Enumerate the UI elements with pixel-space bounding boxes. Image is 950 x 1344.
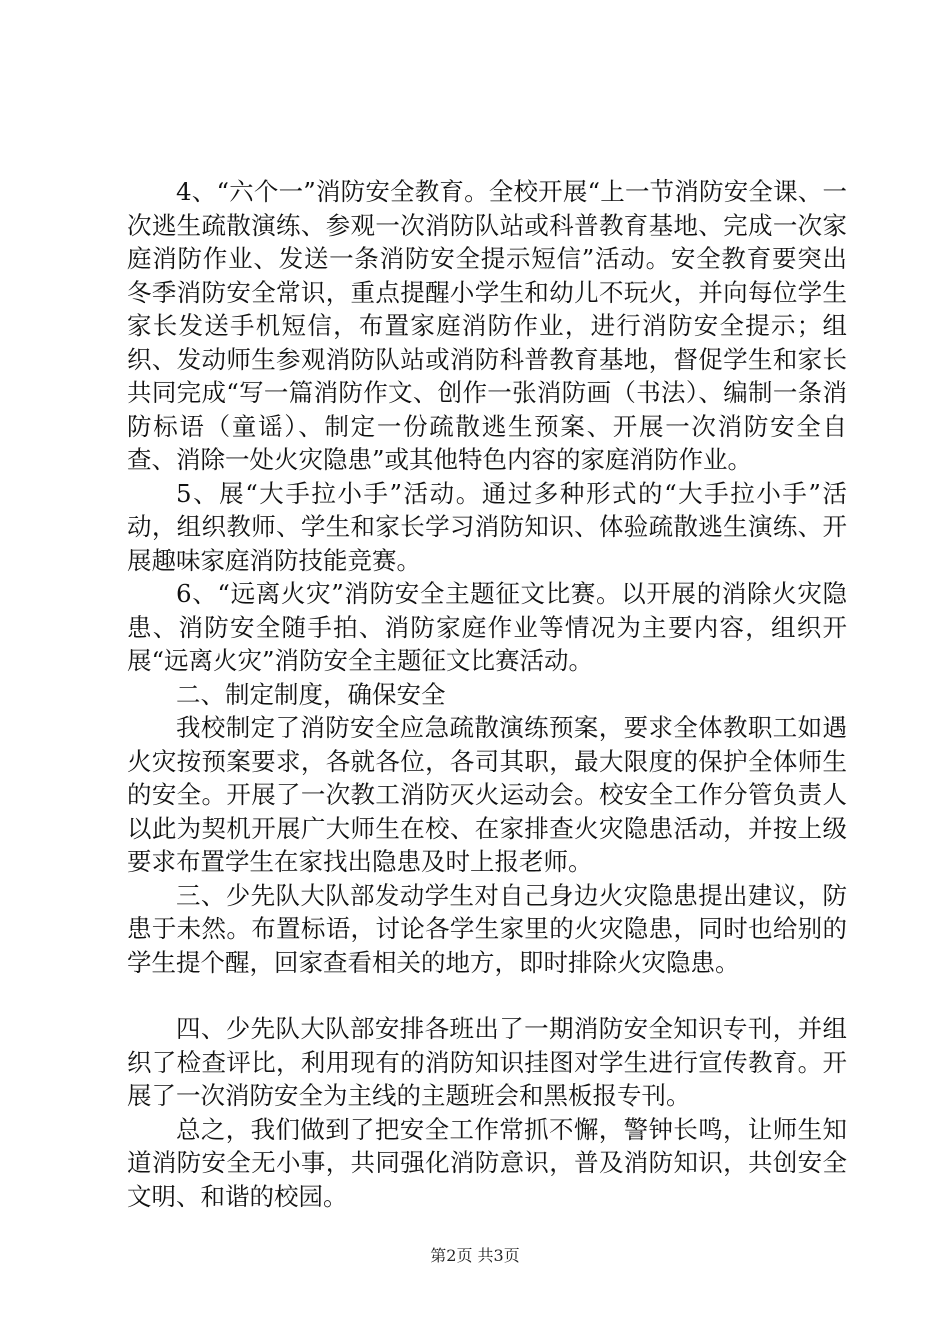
paragraph-section-4: 四、少先队大队部安排各班出了一期消防安全知识专刊，并组织了检查评比，利用现有的消防知识挂图对学生进行宣传教育。开展了一次消防安全为主线的主题班会和黑板报专刊。 bbox=[127, 1014, 847, 1110]
paragraph-item-5: 5、展“大手拉小手”活动。通过多种形式的“大手拉小手”活动，组织教师、学生和家长学习消防知识、体验疏散逃生演练、开展趣味家庭消防技能竞赛。 bbox=[127, 478, 847, 575]
paragraph-item-4: 4、“六个一”消防安全教育。全校开展“上一节消防安全课、一次逃生疏散演练、参观一次消防队站或科普教育基地、完成一次家庭消防作业、发送一条消防安全提示短信”活动。安全教育要突出冬季消防安全常识，重点提醒小学生和幼儿不玩火，并向每位学生家长发送手机短信，布置家庭消防作业，进行消防安全提示；组织、发动师生参观消防队站或消防科普教育基地，督促学生和家长共同完成“写一篇消防作文、创作一张消防画（书法）、编制一条消防标语（童谣）、制定一份疏散逃生预案、开展一次消防安全自查、消除一处火灾隐患”或其他特色内容的家庭消防作业。 bbox=[127, 177, 847, 474]
page-footer: 第2页 共3页 bbox=[430, 1246, 520, 1265]
section-heading-2: 二、制定制度，确保安全 bbox=[176, 679, 446, 709]
paragraph-section-2: 我校制定了消防安全应急疏散演练预案，要求全体教职工如遇火灾按预案要求，各就各位，各司其职，最大限度的保护全体师生的安全。开展了一次教工消防灭火运动会。校安全工作分管负责人以此为契机开展广大师生在校、在家排查火灾隐患活动，并按上级要求布置学生在家找出隐患及时上报老师。 bbox=[127, 713, 847, 876]
document-body bbox=[127, 175, 847, 1213]
paragraph-item-6: 6、“远离火灾”消防安全主题征文比赛。以开展的消除火灾隐患、消防安全随手拍、消防家庭作业等情况为主要内容，组织开展“远离火灾”消防安全主题征文比赛活动。 bbox=[127, 579, 847, 675]
paragraph-section-3: 三、少先队大队部发动学生对自己身边火灾隐患提出建议，防患于未然。布置标语，讨论各学生家里的火灾隐患，同时也给别的学生提个醒，回家查看相关的地方，即时排除火灾隐患。 bbox=[127, 880, 847, 977]
paragraph-conclusion: 总之，我们做到了把安全工作常抓不懈，警钟长鸣，让师生知道消防安全无小事，共同强化消防意识，普及消防知识，共创安全文明、和谐的校园。 bbox=[127, 1114, 847, 1211]
